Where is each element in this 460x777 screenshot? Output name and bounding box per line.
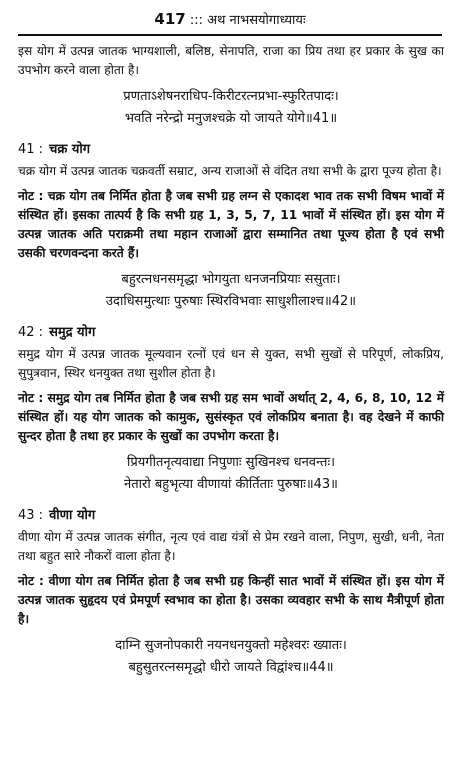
page-number: 417 — [154, 10, 186, 28]
section-title: चक्र योग — [49, 142, 91, 157]
section-number: 41 : — [18, 142, 44, 157]
section-heading-samudra-yoga — [18, 323, 444, 343]
verse-41 — [18, 86, 444, 130]
section-number: 42 : — [18, 325, 44, 340]
verse-line: दाम्नि सुजनोपकारी नयनधनयुक्तो महेश्वरः ख्यातः। — [115, 638, 347, 653]
section-description: वीणा योग में उत्पन्न जातक संगीत, नृत्य एवं वाद्य यंत्रों से प्रेम रखने वाला, निपुण, सुखी, धनी, नेता तथा बहुत सारे नौकरों वाला होता है। — [18, 530, 444, 563]
page-header — [0, 8, 460, 30]
verse-line: उदाधिसमुत्थाः पुरुषाः स्थिरविभवाः साधुशीलाश्च॥42॥ — [105, 294, 357, 309]
verse-line: प्रणताऽशेषनराधिप-किरीटरत्नप्रभा-स्फुरितपादः। — [123, 89, 339, 104]
verse-line: बहुसुतरत्नसमृद्धो धीरो जायते विद्वांश्च॥44॥ — [128, 660, 334, 675]
section-title: वीणा योग — [49, 508, 96, 523]
header-rule — [18, 34, 442, 36]
section-heading-chakra-yoga — [18, 140, 444, 160]
verse-line: भवति नरेन्द्रो मनुजश्चक्रे यो जायते योगे॥41॥ — [124, 111, 338, 126]
section-number: 43 : — [18, 508, 44, 523]
verse-42 — [18, 269, 444, 313]
verse-line: नेतारो बहुभृत्या वीणायां कीर्तिताः पुरुषाः॥43॥ — [124, 477, 338, 492]
note-paragraph: नोट : वीणा योग तब निर्मित होता है जब सभी ग्रह किन्हीं सात भावों में संस्थित हों। इस योग में उत्पन्न जातक सुहृदय एवं प्रेमपूर्ण स्वभाव का होता है। उसका व्यवहार सभी के साथ मैत्रीपूर्ण होता है। — [18, 574, 444, 626]
section-title: समुद्र योग — [49, 325, 96, 340]
verse-44 — [18, 635, 444, 679]
chapter-title: अथ नाभसयोगाध्यायः — [207, 13, 306, 28]
verse-line: बहुरत्नधनसमृद्धा भोगयुता धनजनप्रियाः ससुताः। — [121, 272, 341, 287]
header-separator: ::: — [189, 13, 203, 28]
page-content — [18, 42, 444, 687]
verse-43 — [18, 452, 444, 496]
note-paragraph: नोट : चक्र योग तब निर्मित होता है जब सभी ग्रह लग्न से एकादश भाव तक सभी विषम भावों में संस्थित हों। इसका तात्पर्य है कि सभी ग्रह 1, 3, 5, 7, 11 भावों में संस्थित हों। इस योग में उत्पन्न जातक अति पराक्रमी तथा महान राजाओं द्वारा सम्मानित तथा पूज्य होता है एवं सभी उसकी चरणवन्दना करते हैं। — [18, 189, 444, 260]
section-heading-veena-yoga — [18, 506, 444, 526]
section-description: चक्र योग में उत्पन्न जातक चक्रवर्ती सम्राट, अन्य राजाओं से वंदित तथा सभी के द्वारा पूज्य होता है। — [18, 164, 442, 178]
intro-paragraph: इस योग में उत्पन्न जातक भाग्यशाली, बलिष्ठ, सेनापति, राजा का प्रिय तथा हर प्रकार के सुख का उपभोग करने वाला होता है। — [18, 44, 444, 77]
verse-line: प्रियगीतनृत्यवाद्या निपुणाः सुखिनश्च धनवन्तः। — [126, 455, 336, 470]
section-description: समुद्र योग में उत्पन्न जातक मूल्यवान रत्नों एवं धन से युक्त, सभी सुखों से परिपूर्ण, लोकप्रिय, सुपुत्रवान, स्थिर धनयुक्त तथा सुशील होता है। — [18, 347, 444, 380]
note-paragraph: नोट : समुद्र योग तब निर्मित होता है जब सभी ग्रह सम भावों अर्थात् 2, 4, 6, 8, 10, 12 में संस्थित हों। यह योग जातक को कामुक, सुसंस्कृत एवं लोकप्रिय बनाता है। वह देखने में काफी सुन्दर होता है तथा हर प्रकार के सुखों का उपभोग करता है। — [18, 391, 444, 443]
